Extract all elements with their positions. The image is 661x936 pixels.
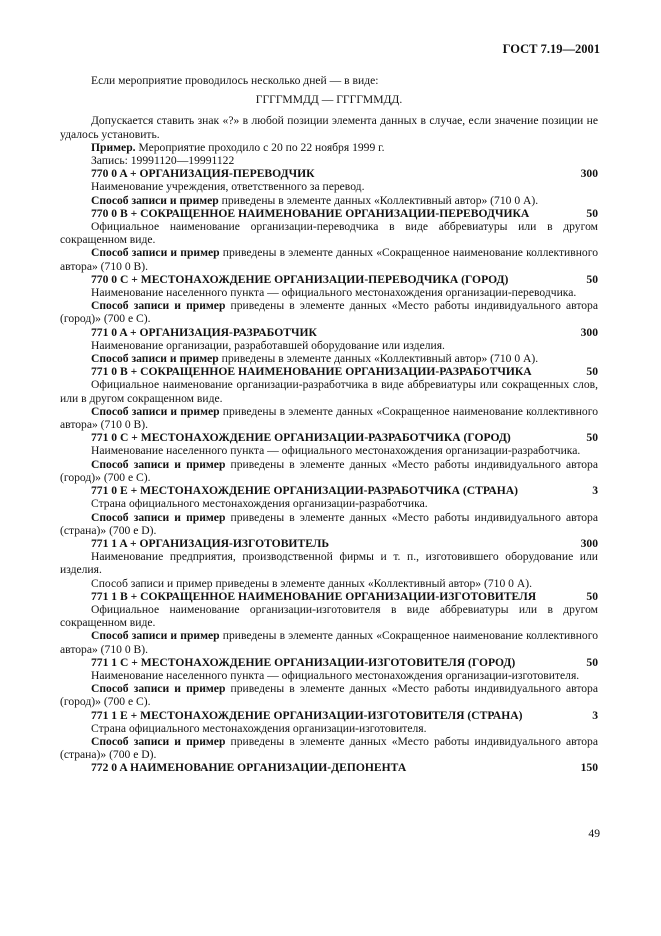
bold-lead: Способ записи и пример bbox=[91, 629, 220, 643]
element-heading-length: 50 bbox=[586, 431, 598, 445]
element-heading-title: 771 0 C + МЕСТОНАХОЖДЕНИЕ ОРГАНИЗАЦИИ-РАЗРАБОТЧИКА (ГОРОД) bbox=[91, 431, 511, 445]
page-number: 49 bbox=[588, 827, 600, 840]
element-heading bbox=[60, 484, 598, 497]
body-paragraph: Страна официального местонахождения организации-разработчика. bbox=[91, 497, 428, 511]
bold-lead: Способ записи и пример bbox=[91, 682, 226, 696]
element-heading bbox=[60, 761, 598, 774]
element-heading bbox=[60, 273, 598, 286]
element-heading bbox=[60, 590, 598, 603]
body-paragraph: Пример. Мероприятие проходило с 20 по 22 ноября 1999 г. bbox=[91, 140, 385, 154]
element-heading-title: 771 1 C + МЕСТОНАХОЖДЕНИЕ ОРГАНИЗАЦИИ-ИЗГОТОВИТЕЛЯ (ГОРОД) bbox=[91, 655, 516, 669]
body-paragraph: Официальное наименование организации-разработчика в виде аббревиатуры или сокращенных слов, или в другом сокращенном виде. bbox=[60, 378, 598, 405]
element-heading-length: 50 bbox=[586, 365, 598, 379]
body-paragraph: Допускается ставить знак «?» в любой позиции элемента данных в случае, если значение позиции не удалось установить. bbox=[60, 114, 598, 141]
element-heading-title: 770 0 C + МЕСТОНАХОЖДЕНИЕ ОРГАНИЗАЦИИ-ПЕРЕВОДЧИКА (ГОРОД) bbox=[91, 272, 509, 286]
body-paragraph: Способ записи и пример приведены в элементе данных «Коллективный автор» (710 0 A). bbox=[91, 352, 539, 366]
element-heading-title: 771 0 E + МЕСТОНАХОЖДЕНИЕ ОРГАНИЗАЦИИ-РАЗРАБОТЧИКА (СТРАНА) bbox=[91, 484, 519, 498]
element-heading-length: 300 bbox=[580, 325, 598, 339]
element-heading-length: 50 bbox=[586, 655, 598, 669]
element-heading-length: 3 bbox=[592, 484, 598, 498]
bold-lead: Способ записи и пример bbox=[91, 246, 220, 260]
bold-lead: Способ записи и пример bbox=[91, 352, 219, 366]
body-paragraph: Страна официального местонахождения организации-изготовителя. bbox=[91, 721, 427, 735]
formula-line: ГГГГММДД — ГГГГММДД. bbox=[255, 93, 403, 107]
body-paragraph: Способ записи и пример приведены в элементе данных «Коллективный автор» (710 0 A). bbox=[91, 576, 532, 590]
element-heading bbox=[60, 656, 598, 669]
element-heading-length: 50 bbox=[586, 589, 598, 603]
body-paragraph: Способ записи и пример приведены в элементе данных «Сокращенное наименование коллективного автора» (710 0 B). bbox=[60, 629, 598, 656]
element-heading-length: 3 bbox=[592, 708, 598, 722]
element-heading-title: 771 1 B + СОКРАЩЕННОЕ НАИМЕНОВАНИЕ ОРГАНИЗАЦИИ-ИЗГОТОВИТЕЛЯ bbox=[91, 589, 537, 603]
body-paragraph: Наименование предприятия, производственной фирмы и т. п., изготовившего оборудование или изделия. bbox=[60, 550, 598, 577]
body-paragraph: Способ записи и пример приведены в элементе данных «Место работы индивидуального автора (город)» (700 e C). bbox=[60, 457, 598, 484]
element-heading-title: 771 0 A + ОРГАНИЗАЦИЯ-РАЗРАБОТЧИК bbox=[91, 325, 317, 339]
element-heading-title: 770 0 B + СОКРАЩЕННОЕ НАИМЕНОВАНИЕ ОРГАНИЗАЦИИ-ПЕРЕВОДЧИКА bbox=[91, 206, 530, 220]
bold-lead: Способ записи и пример bbox=[91, 510, 226, 524]
body-paragraph: Наименование организации, разработавшей оборудование или изделия. bbox=[91, 338, 445, 352]
body-paragraph: Наименование учреждения, ответственного за перевод. bbox=[91, 180, 365, 194]
element-heading-length: 300 bbox=[580, 536, 598, 550]
body-paragraph: Наименование населенного пункта — официального местонахождения организации-изготовителя. bbox=[91, 668, 580, 682]
element-heading-length: 300 bbox=[580, 167, 598, 181]
document-header: ГОСТ 7.19—2001 bbox=[502, 42, 600, 56]
element-heading-length: 50 bbox=[586, 206, 598, 220]
element-heading-length: 50 bbox=[586, 272, 598, 286]
element-heading-title: 771 0 B + СОКРАЩЕННОЕ НАИМЕНОВАНИЕ ОРГАНИЗАЦИИ-РАЗРАБОТЧИКА bbox=[91, 365, 532, 379]
element-heading bbox=[60, 326, 598, 339]
element-heading-title: 771 1 A + ОРГАНИЗАЦИЯ-ИЗГОТОВИТЕЛЬ bbox=[91, 536, 330, 550]
document-body bbox=[60, 74, 598, 775]
body-paragraph: Способ записи и пример приведены в элементе данных «Место работы индивидуального автора (город)» (700 e C). bbox=[60, 682, 598, 709]
element-heading bbox=[60, 167, 598, 180]
body-paragraph: Способ записи и пример приведены в элементе данных «Место работы индивидуального автора (город)» (700 e C). bbox=[60, 299, 598, 326]
bold-lead: Способ записи и пример bbox=[91, 457, 226, 471]
element-heading bbox=[60, 709, 598, 722]
body-paragraph: Способ записи и пример приведены в элементе данных «Место работы индивидуального автора (страна)» (700 e D). bbox=[60, 510, 598, 537]
body-paragraph: Способ записи и пример приведены в элементе данных «Сокращенное наименование коллективного автора» (710 0 B). bbox=[60, 404, 598, 432]
element-heading bbox=[60, 207, 598, 220]
element-heading bbox=[60, 365, 598, 378]
element-heading-length: 150 bbox=[580, 761, 598, 775]
element-heading-title: 770 0 A + ОРГАНИЗАЦИЯ-ПЕРЕВОДЧИК bbox=[91, 167, 315, 181]
body-paragraph: Способ записи и пример приведены в элементе данных «Сокращенное наименование коллективного автора» (710 0 B). bbox=[60, 246, 598, 273]
bold-lead: Способ записи и пример bbox=[91, 404, 220, 418]
body-paragraph: Запись: 19991120—19991122 bbox=[91, 154, 235, 168]
body-paragraph: Официальное наименование организации-изготовителя в виде аббревиатуры или в другом сокращенном виде. bbox=[60, 602, 598, 630]
body-paragraph: Способ записи и пример приведены в элементе данных «Место работы индивидуального автора (страна)» (700 e D). bbox=[60, 734, 598, 762]
bold-lead: Пример. bbox=[91, 140, 136, 154]
body-paragraph: Официальное наименование организации-переводчика в виде аббревиатуры или в другом сокращенном виде. bbox=[60, 220, 598, 247]
element-heading bbox=[60, 537, 598, 550]
element-heading-title: 771 1 E + МЕСТОНАХОЖДЕНИЕ ОРГАНИЗАЦИИ-ИЗГОТОВИТЕЛЯ (СТРАНА) bbox=[91, 708, 523, 722]
element-heading-title: 772 0 A НАИМЕНОВАНИЕ ОРГАНИЗАЦИИ-ДЕПОНЕНТА bbox=[91, 761, 407, 775]
body-paragraph: Наименование населенного пункта — официального местонахождения организации-переводчика. bbox=[91, 286, 577, 300]
bold-lead: Способ записи и пример bbox=[91, 734, 226, 748]
body-paragraph: Наименование населенного пункта — официального местонахождения организации-разработчика. bbox=[91, 444, 581, 458]
bold-lead: Способ записи и пример bbox=[91, 193, 219, 207]
bold-lead: Способ записи и пример bbox=[91, 299, 226, 313]
body-paragraph: Способ записи и пример приведены в элементе данных «Коллективный автор» (710 0 A). bbox=[91, 193, 539, 207]
element-heading bbox=[60, 431, 598, 444]
body-paragraph: Если мероприятие проводилось несколько дней — в виде: bbox=[91, 74, 379, 87]
